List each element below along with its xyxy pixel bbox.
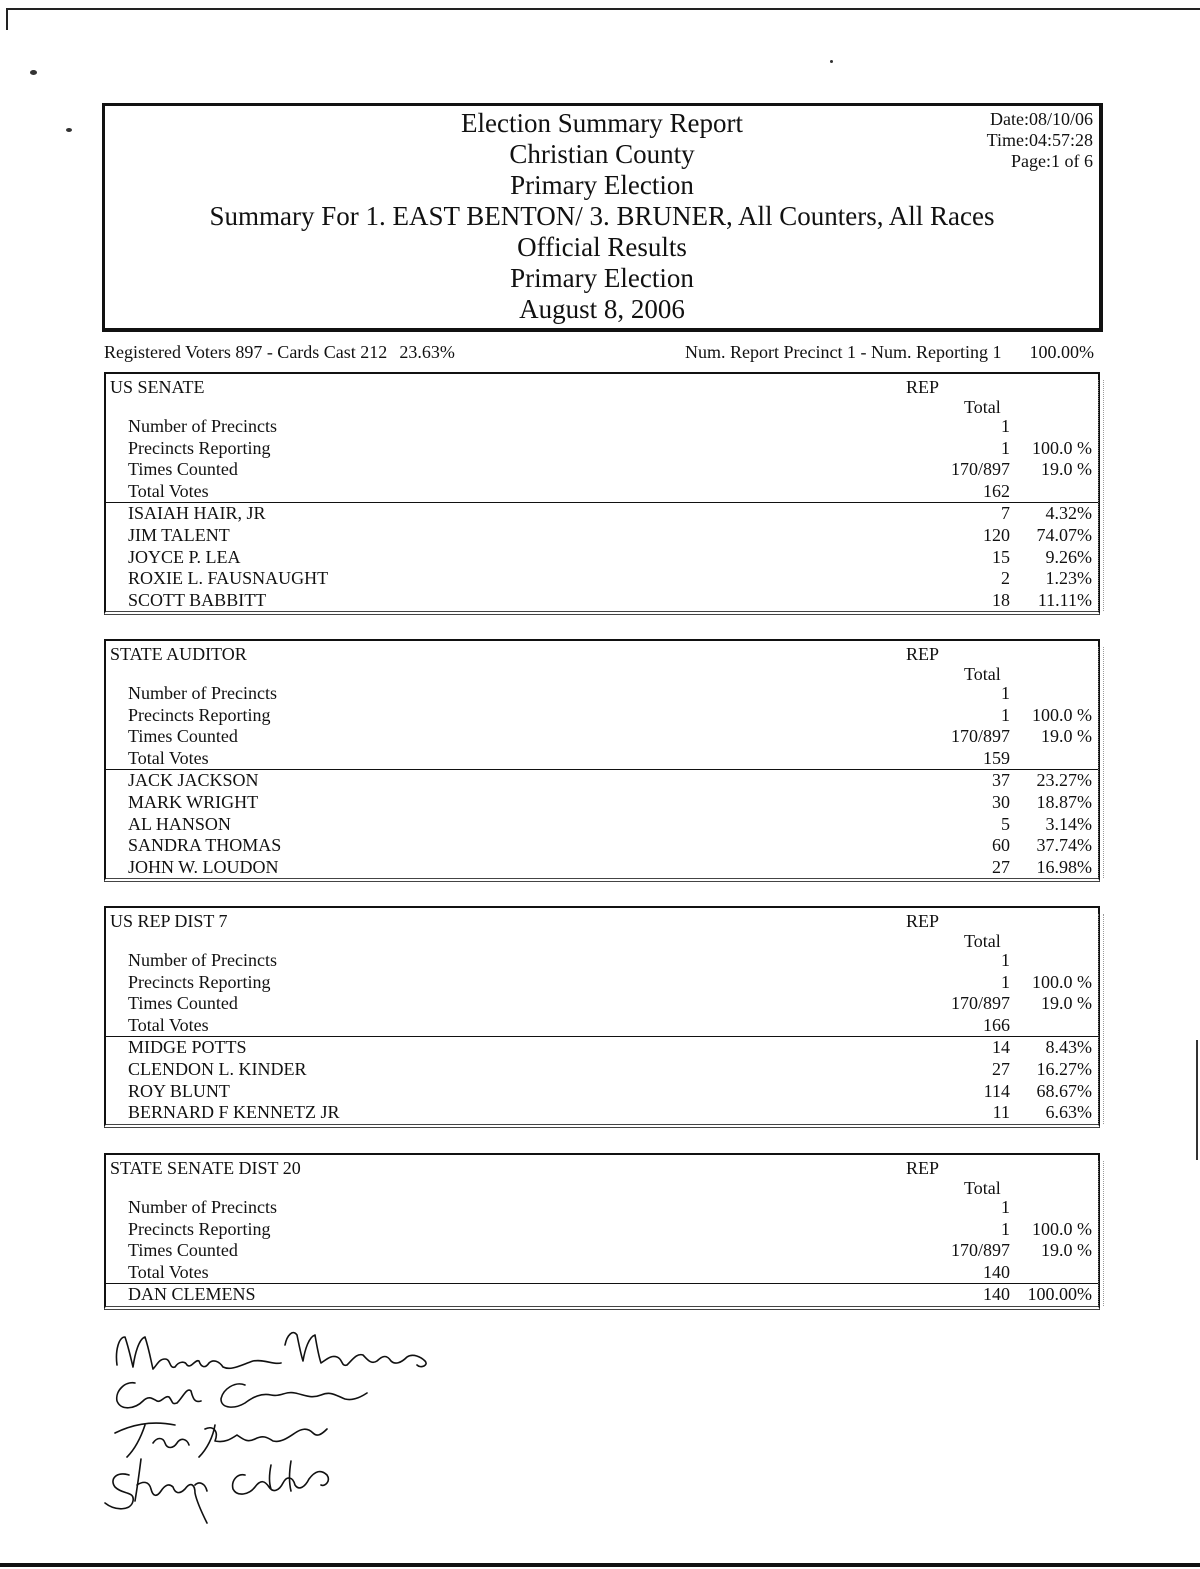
race-title: STATE SENATE DIST 20 — [110, 1158, 301, 1178]
stat-row — [106, 726, 1098, 748]
candidate-name: ISAIAH HAIR, JR — [128, 503, 266, 524]
race-block — [104, 372, 1100, 615]
stat-value: 1 — [1001, 1218, 1010, 1239]
scan-border-bottom — [0, 1563, 1200, 1567]
stat-value: 1 — [1001, 437, 1010, 458]
candidate-row — [106, 1081, 1098, 1103]
election-type-repeat: Primary Election — [510, 263, 694, 293]
stat-label: Number of Precincts — [128, 416, 277, 436]
candidate-row — [106, 525, 1098, 547]
candidate-percent: 3.14% — [1045, 813, 1092, 834]
candidate-votes: 120 — [983, 524, 1010, 545]
candidate-row — [106, 814, 1098, 836]
scan-border-left — [6, 8, 8, 30]
candidate-percent: 68.67% — [1036, 1080, 1092, 1101]
party-label: REP — [906, 377, 940, 397]
scan-speck — [66, 128, 72, 132]
candidate-percent: 11.11% — [1037, 589, 1092, 610]
party-label: REP — [906, 911, 940, 931]
report-title: Election Summary Report — [461, 108, 743, 138]
stat-percent: 100.0 % — [1032, 704, 1092, 725]
turnout-percent: 23.63% — [399, 342, 455, 362]
race-block — [104, 906, 1100, 1128]
stat-percent: 19.0 % — [1041, 726, 1092, 747]
stat-row — [106, 1197, 1098, 1219]
candidate-votes: 5 — [1001, 813, 1010, 834]
candidate-percent: 23.27% — [1036, 770, 1092, 791]
stat-label: Number of Precincts — [128, 683, 277, 703]
stat-row — [106, 416, 1098, 438]
stat-row — [106, 993, 1098, 1015]
stat-label: Number of Precincts — [128, 950, 277, 970]
candidate-votes: 30 — [992, 791, 1010, 812]
candidate-votes: 14 — [992, 1037, 1010, 1058]
report-header — [102, 103, 1103, 332]
stat-label: Times Counted — [128, 459, 238, 480]
stat-row — [106, 705, 1098, 727]
candidate-percent: 16.98% — [1036, 856, 1092, 877]
candidate-votes: 2 — [1001, 568, 1010, 589]
summary-scope: Summary For 1. EAST BENTON/ 3. BRUNER, All Counters, All Races — [209, 201, 995, 231]
candidate-votes: 27 — [992, 1058, 1010, 1079]
candidate-name: CLENDON L. KINDER — [128, 1058, 307, 1079]
candidate-row — [106, 568, 1098, 590]
stat-value: 162 — [983, 480, 1010, 501]
stat-label: Number of Precincts — [128, 1197, 277, 1217]
report-date: Date:08/10/06 — [990, 109, 1093, 129]
official-signatures — [95, 1325, 455, 1525]
candidate-votes: 15 — [992, 546, 1010, 567]
stat-row — [106, 1262, 1098, 1284]
stat-label: Times Counted — [128, 726, 238, 747]
candidate-row — [106, 1102, 1098, 1124]
stat-row — [106, 1219, 1098, 1241]
candidate-percent: 74.07% — [1036, 524, 1092, 545]
stat-value: 170/897 — [950, 459, 1010, 480]
stat-value: 159 — [983, 747, 1010, 768]
registered-voters-text: Registered Voters 897 - Cards Cast 212 — [104, 342, 388, 362]
candidate-row — [106, 1283, 1098, 1306]
signatures-image — [95, 1325, 455, 1525]
candidate-row — [106, 835, 1098, 857]
stat-value: 1 — [1001, 971, 1010, 992]
precinct-reporting — [685, 341, 1094, 363]
candidate-name: JACK JACKSON — [128, 770, 259, 791]
stat-row — [106, 1015, 1098, 1037]
stat-row — [106, 683, 1098, 705]
candidate-votes: 18 — [992, 589, 1010, 610]
race-title: US SENATE — [110, 377, 205, 397]
candidate-row — [106, 547, 1098, 569]
candidate-percent: 18.87% — [1036, 791, 1092, 812]
race-block — [104, 1153, 1100, 1310]
stat-label: Precincts Reporting — [128, 971, 271, 992]
stat-row — [106, 481, 1098, 503]
candidate-name: MIDGE POTTS — [128, 1037, 247, 1058]
candidate-name: ROY BLUNT — [128, 1080, 230, 1101]
stat-row — [106, 748, 1098, 770]
scan-border-top — [6, 8, 1200, 10]
stat-label: Total Votes — [128, 480, 209, 501]
precinct-reporting-text: Num. Report Precinct 1 - Num. Reporting 1 — [685, 342, 1002, 362]
candidate-row — [106, 857, 1098, 879]
stat-percent: 100.0 % — [1032, 1218, 1092, 1239]
race-header — [106, 908, 1098, 950]
stat-label: Total Votes — [128, 1261, 209, 1282]
stat-row — [106, 459, 1098, 481]
turnout-summary — [104, 341, 1094, 363]
candidate-name: AL HANSON — [128, 813, 231, 834]
scan-edge-mark — [1196, 1040, 1198, 1160]
party-label: REP — [906, 644, 940, 664]
race-block — [104, 639, 1100, 882]
stat-label: Precincts Reporting — [128, 1218, 271, 1239]
stat-value: 1 — [1001, 416, 1010, 436]
candidate-votes: 37 — [992, 770, 1010, 791]
stat-label: Total Votes — [128, 1014, 209, 1035]
race-header — [106, 374, 1098, 416]
scan-speck — [30, 70, 37, 75]
stat-row — [106, 438, 1098, 460]
candidate-votes: 27 — [992, 856, 1010, 877]
stat-value: 170/897 — [950, 1240, 1010, 1261]
candidate-name: JOHN W. LOUDON — [128, 856, 279, 877]
candidate-name: DAN CLEMENS — [128, 1284, 256, 1305]
stat-percent: 100.0 % — [1032, 971, 1092, 992]
candidate-name: JIM TALENT — [128, 524, 230, 545]
stat-row — [106, 1240, 1098, 1262]
registered-voters — [104, 341, 455, 363]
stat-label: Precincts Reporting — [128, 437, 271, 458]
race-title: US REP DIST 7 — [110, 911, 228, 931]
stat-row — [106, 972, 1098, 994]
candidate-votes: 60 — [992, 835, 1010, 856]
candidate-percent: 16.27% — [1036, 1058, 1092, 1079]
stat-label: Precincts Reporting — [128, 704, 271, 725]
stat-percent: 19.0 % — [1041, 1240, 1092, 1261]
stat-value: 1 — [1001, 950, 1010, 970]
county-name: Christian County — [509, 139, 695, 169]
stat-percent: 19.0 % — [1041, 459, 1092, 480]
stat-row — [106, 950, 1098, 972]
election-date: August 8, 2006 — [519, 294, 685, 324]
candidate-percent: 1.23% — [1045, 568, 1092, 589]
stat-value: 170/897 — [950, 993, 1010, 1014]
race-header — [106, 641, 1098, 683]
stat-label: Total Votes — [128, 747, 209, 768]
stat-value: 1 — [1001, 704, 1010, 725]
candidate-votes: 11 — [992, 1102, 1010, 1123]
stat-value: 1 — [1001, 1197, 1010, 1217]
race-title: STATE AUDITOR — [110, 644, 247, 664]
candidate-row — [106, 769, 1098, 792]
race-header — [106, 1155, 1098, 1197]
results-status: Official Results — [517, 232, 687, 262]
candidate-row — [106, 1036, 1098, 1059]
stat-percent: 19.0 % — [1041, 993, 1092, 1014]
candidate-percent: 6.63% — [1045, 1102, 1092, 1123]
candidate-percent: 9.26% — [1045, 546, 1092, 567]
stat-value: 170/897 — [950, 726, 1010, 747]
candidate-percent: 100.00% — [1027, 1284, 1092, 1305]
page-number: Page:1 of 6 — [1011, 151, 1093, 171]
stat-label: Times Counted — [128, 1240, 238, 1261]
candidate-percent: 8.43% — [1045, 1037, 1092, 1058]
stat-value: 140 — [983, 1261, 1010, 1282]
candidate-name: ROXIE L. FAUSNAUGHT — [128, 568, 329, 589]
candidate-row — [106, 792, 1098, 814]
candidate-percent: 37.74% — [1036, 835, 1092, 856]
stat-value: 166 — [983, 1014, 1010, 1035]
candidate-row — [106, 590, 1098, 612]
candidate-votes: 7 — [1001, 503, 1010, 524]
total-column-label: Total — [964, 931, 1001, 951]
total-column-label: Total — [964, 1178, 1001, 1198]
candidate-name: JOYCE P. LEA — [128, 546, 241, 567]
stat-label: Times Counted — [128, 993, 238, 1014]
report-title-block — [105, 108, 1099, 325]
party-label: REP — [906, 1158, 940, 1178]
total-column-label: Total — [964, 397, 1001, 417]
candidate-row — [106, 502, 1098, 525]
report-meta — [987, 109, 1093, 172]
candidate-votes: 140 — [983, 1284, 1010, 1305]
candidate-name: SANDRA THOMAS — [128, 835, 282, 856]
scan-speck — [830, 60, 833, 63]
stat-percent: 100.0 % — [1032, 437, 1092, 458]
stat-value: 1 — [1001, 683, 1010, 703]
total-column-label: Total — [964, 664, 1001, 684]
candidate-name: MARK WRIGHT — [128, 791, 259, 812]
candidate-votes: 114 — [983, 1080, 1010, 1101]
candidate-percent: 4.32% — [1045, 503, 1092, 524]
report-time: Time:04:57:28 — [986, 130, 1093, 150]
candidate-row — [106, 1059, 1098, 1081]
election-type: Primary Election — [510, 170, 694, 200]
candidate-name: BERNARD F KENNETZ JR — [128, 1102, 340, 1123]
reporting-percent: 100.00% — [1029, 342, 1094, 362]
candidate-name: SCOTT BABBITT — [128, 589, 267, 610]
